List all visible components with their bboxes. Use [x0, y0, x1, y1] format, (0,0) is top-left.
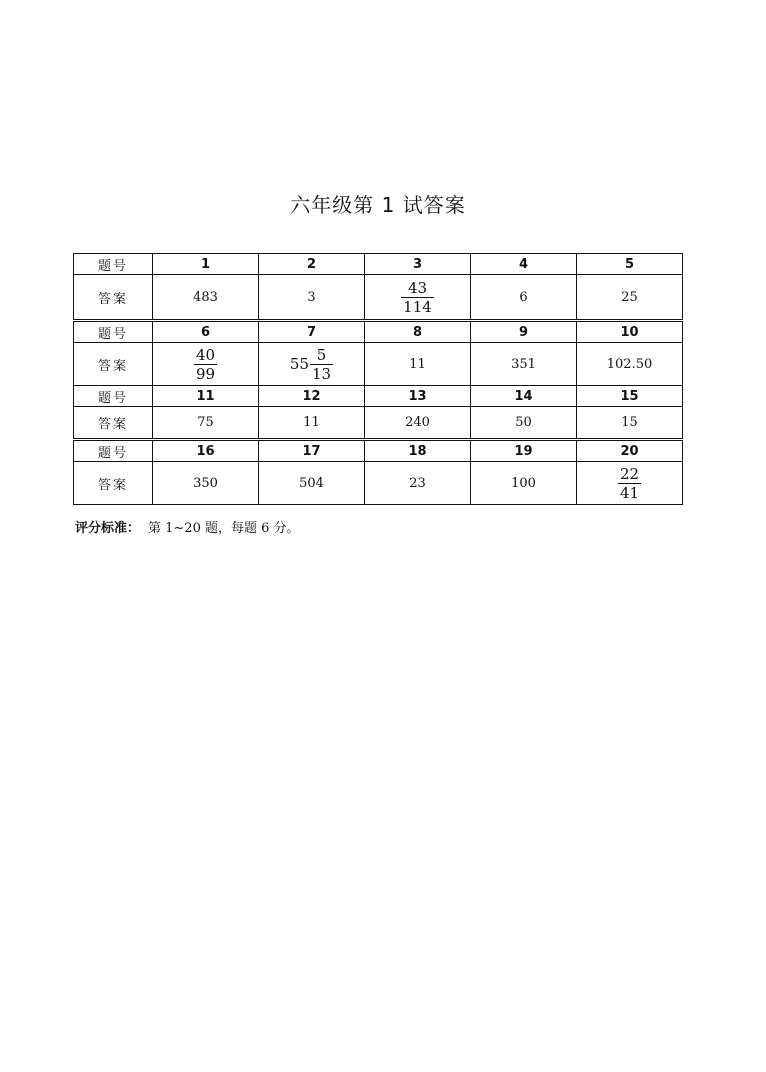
answer-cell: 483 — [153, 275, 259, 321]
question-number: 13 — [365, 386, 471, 407]
question-number: 16 — [153, 440, 259, 462]
question-number-row — [74, 254, 683, 275]
scoring-note — [75, 517, 300, 536]
answer-cell: 504 — [259, 462, 365, 505]
question-number: 20 — [577, 440, 683, 462]
answer-cell: 351 — [471, 343, 577, 386]
question-number: 4 — [471, 254, 577, 275]
question-number: 1 — [153, 254, 259, 275]
answer-cell — [153, 343, 259, 386]
question-row-label: 题号 — [74, 321, 153, 343]
question-number: 7 — [259, 321, 365, 343]
fraction-numerator: 5 — [316, 345, 327, 364]
fraction-denominator: 41 — [619, 483, 640, 502]
answer-cell: 23 — [365, 462, 471, 505]
question-row-label: 题号 — [74, 440, 153, 462]
question-number-row — [74, 386, 683, 407]
question-number-row — [74, 440, 683, 462]
answer-cell: 25 — [577, 275, 683, 321]
fraction-denominator: 13 — [312, 364, 332, 383]
question-number: 3 — [365, 254, 471, 275]
answer-cell: 240 — [365, 407, 471, 440]
mixed-whole: 55 — [289, 355, 309, 373]
answer-row-label: 答案 — [74, 462, 153, 505]
answer-row — [74, 407, 683, 440]
answer-cell: 15 — [577, 407, 683, 440]
answer-cell: 50 — [471, 407, 577, 440]
question-number: 11 — [153, 386, 259, 407]
answer-cell: 75 — [153, 407, 259, 440]
answer-row — [74, 343, 683, 386]
answer-cell — [259, 343, 365, 386]
question-row-label: 题号 — [74, 386, 153, 407]
answer-cell: 3 — [259, 275, 365, 321]
answer-cell: 11 — [259, 407, 365, 440]
answer-cell — [577, 462, 683, 505]
scoring-label: 评分标准： — [75, 521, 141, 536]
answer-cell: 11 — [365, 343, 471, 386]
answer-cell: 100 — [471, 462, 577, 505]
fraction-numerator: 43 — [407, 278, 428, 297]
question-number: 17 — [259, 440, 365, 462]
question-number-row — [74, 321, 683, 343]
question-row-label: 题号 — [74, 254, 153, 275]
answer-row-label: 答案 — [74, 343, 153, 386]
answer-cell: 102.50 — [577, 343, 683, 386]
question-number: 6 — [153, 321, 259, 343]
answer-row — [74, 462, 683, 505]
question-number: 12 — [259, 386, 365, 407]
fraction-denominator: 114 — [403, 297, 432, 316]
answer-row — [74, 275, 683, 321]
question-number: 2 — [259, 254, 365, 275]
question-number: 15 — [577, 386, 683, 407]
answer-cell: 6 — [471, 275, 577, 321]
question-number: 14 — [471, 386, 577, 407]
question-number: 5 — [577, 254, 683, 275]
answer-cell: 350 — [153, 462, 259, 505]
fraction-denominator: 99 — [195, 364, 216, 383]
fraction — [310, 346, 333, 383]
question-number: 19 — [471, 440, 577, 462]
question-number: 9 — [471, 321, 577, 343]
fraction — [401, 279, 434, 316]
scoring-text: 第 1~20 题，每题 6 分。 — [148, 521, 300, 536]
page-title: 六年级第 1 试答案 — [290, 193, 466, 217]
fraction-numerator: 22 — [619, 464, 640, 483]
question-number: 18 — [365, 440, 471, 462]
answer-cell — [365, 275, 471, 321]
fraction — [618, 465, 641, 502]
question-number: 10 — [577, 321, 683, 343]
question-number: 8 — [365, 321, 471, 343]
answer-table — [73, 253, 683, 505]
fraction-numerator: 40 — [195, 345, 216, 364]
answer-row-label: 答案 — [74, 275, 153, 321]
fraction — [194, 346, 217, 383]
mixed-number — [290, 346, 333, 383]
answer-row-label: 答案 — [74, 407, 153, 440]
